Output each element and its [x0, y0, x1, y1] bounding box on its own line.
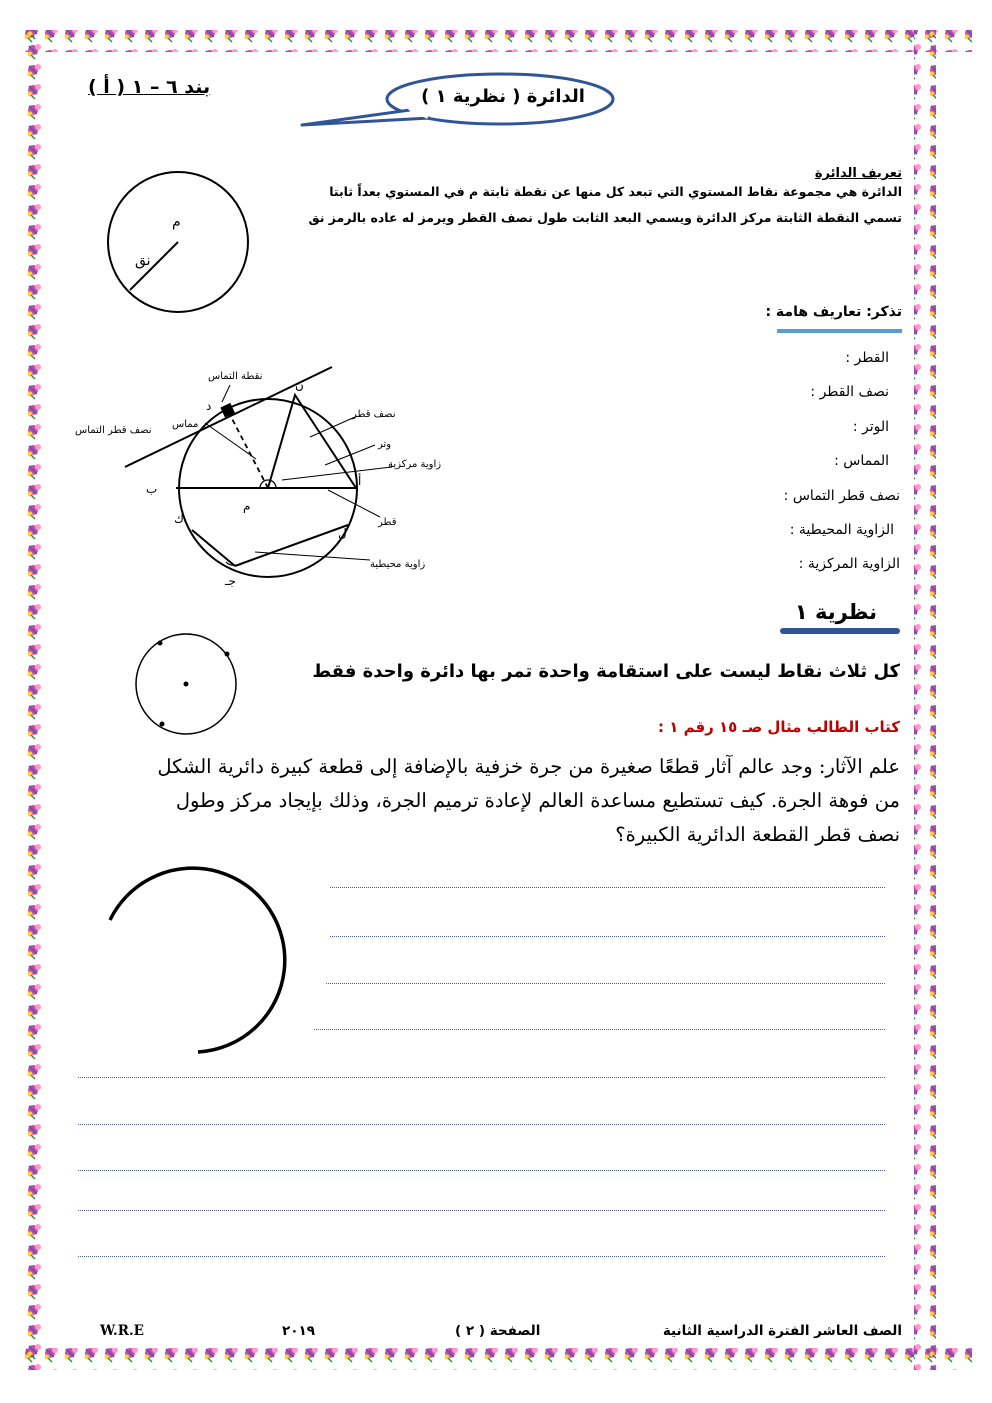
theorem-statement: كل ثلاث نقاط ليست على استقامة واحدة تمر بها دائرة واحدة فقط: [312, 661, 900, 682]
example-problem-text: علم الآثار: وجد عالم آثار قطعًا صغيرة من جرة خزفية بالإضافة إلى قطعة كبيرة دائرية الشكل من فوهة الجرة. كيف تستطيع مساعدة العالم لإعادة ترميم الجرة، وذلك بإيجاد مركز وطول نصف قطر القطعة الدائرية الكبيرة؟: [157, 755, 900, 846]
answer-line: [78, 1210, 885, 1211]
diagram-point-l: ل: [338, 526, 347, 540]
footer-course: الصف العاشر الفترة الدراسية الثانية: [662, 1323, 902, 1339]
diagram-label-tangent: مماس: [172, 419, 199, 430]
diagram-label-chord: وتر: [378, 439, 392, 450]
term-central-angle: الزاوية المركزية :: [798, 556, 900, 572]
term-chord: الوتر :: [852, 419, 889, 435]
diagram-point-d: د: [206, 399, 212, 413]
circle-radius-label: نق: [135, 253, 151, 269]
footer-page-number: الصفحة ( ٢ ): [455, 1323, 541, 1339]
remember-underline: [777, 329, 902, 333]
term-tangent-radius: نصف قطر التماس :: [783, 488, 900, 504]
answer-line: [330, 887, 885, 888]
answer-line: [314, 1029, 885, 1030]
answer-line: [78, 1077, 885, 1078]
theorem-title: نظرية ١: [794, 600, 877, 624]
diagram-label-central-angle: زاوية مركزية: [388, 459, 442, 470]
term-inscribed-angle: الزاوية المحيطية :: [789, 522, 894, 538]
definition-title: تعريف الدائرة: [814, 166, 902, 181]
answer-line: [78, 1170, 885, 1171]
answer-line: [78, 1124, 885, 1125]
diagram-point-j: جـ: [225, 574, 236, 588]
section-reference: بند ٦ – ١ ( ﺃ ): [88, 76, 211, 98]
page-title: الدائرة ( نظرية ١ ): [421, 86, 585, 107]
footer-author: W.R.E: [100, 1323, 144, 1339]
term-tangent: المماس :: [834, 453, 889, 469]
term-radius: نصف القطر :: [810, 384, 889, 400]
diagram-point-k: ك: [174, 512, 184, 526]
diagram-label-radius: نصف قطر: [352, 409, 396, 420]
example-reference: كتاب الطالب مثال صـ ١٥ رقم ١ :: [657, 718, 900, 736]
definition-line-1: الدائرة هي مجموعة نقاط المستوي التي تبعد كل منها عن نقطة ثابتة م في المستوي بعداً ثابتا: [329, 184, 902, 199]
circle-terms-diagram: [70, 355, 442, 590]
remember-title: تذكر: تعاريف هامة :: [765, 304, 902, 320]
theorem-underline: [780, 628, 900, 634]
answer-line: [78, 1256, 885, 1257]
answer-line: [330, 936, 885, 937]
answer-line: [326, 983, 885, 984]
diagram-point-b: ب: [146, 482, 158, 496]
arc-fragment: [100, 870, 300, 1060]
term-diameter: القطر :: [845, 350, 889, 366]
diagram-label-tangent-point: نقطة التماس: [208, 371, 263, 382]
diagram-point-m: م: [243, 499, 251, 513]
diagram-label-diameter: قطر: [378, 517, 397, 528]
definition-line-2: تسمي النقطة الثابتة مركز الدائرة ويسمي البعد الثابت طول نصف القطر ويرمز له عاده بالرمز نق: [308, 210, 902, 225]
diagram-label-inscribed-angle: زاوية محيطية: [370, 559, 426, 570]
diagram-label-tangent-radius: نصف قطر التماس: [75, 425, 152, 436]
circle-center-label: م: [172, 214, 181, 230]
footer-year: ٢٠١٩: [282, 1323, 315, 1339]
diagram-point-a: أ: [358, 474, 362, 488]
diagram-point-n: ن: [295, 378, 304, 392]
three-points-circle: [128, 628, 246, 736]
definition-circle-figure: [100, 170, 260, 320]
